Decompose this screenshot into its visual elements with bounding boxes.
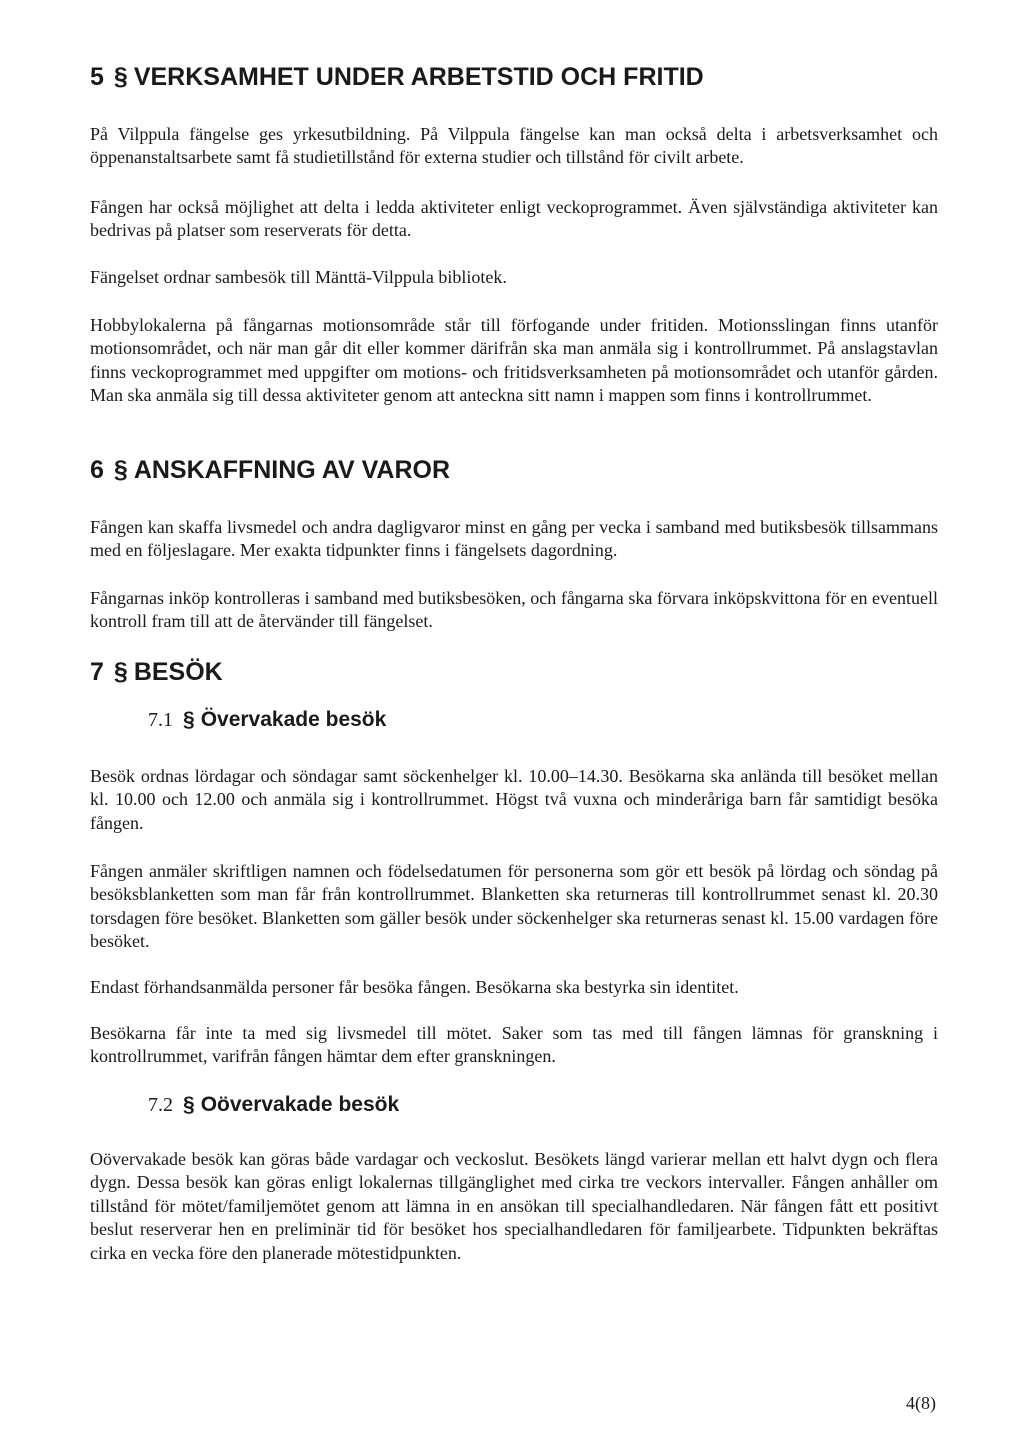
subsection-title: Övervakade besök <box>200 708 387 731</box>
section-number: 6 <box>90 456 104 484</box>
paragraph: Fången kan skaffa livsmedel och andra dagligvaror minst en gång per vecka i samband med butiksbesök tillsammans med en följeslagare. Mer exakta tidpunkter finns i fängelsets dagordning. <box>90 517 938 561</box>
paragraph: Fången har också möjlighet att delta i ledda aktiviteter enligt veckoprogrammet. Även självständiga aktiviteter kan bedrivas på platser som reserverats för detta. <box>90 197 938 241</box>
section-number: 5 <box>90 63 104 91</box>
paragraph: På Vilppula fängelse ges yrkesutbildning. På Vilppula fängelse kan man också delta i arbetsverksamhet och öppenanstaltsarbete samt få studietillstånd för externa studier och tillstånd för civilt arbete. <box>90 124 938 168</box>
section-heading-6 <box>90 455 450 485</box>
section-heading-7 <box>90 657 223 687</box>
paragraph: Besökarna får inte ta med sig livsmedel till mötet. Saker som tas med till fången lämnas för granskning i kontrollrummet, varifrån fången hämtar dem efter granskningen. <box>90 1023 938 1067</box>
section-title: BESÖK <box>133 658 223 686</box>
paragraph: Fångarnas inköp kontrolleras i samband med butiksbesöken, och fångarna ska förvara inköpskvittona för en eventuell kontroll fram till att de återvänder till fängelset. <box>90 588 938 632</box>
subsection-heading-7-1 <box>148 707 386 733</box>
paragraph: Besök ordnas lördagar och söndagar samt söckenhelger kl. 10.00–14.30. Besökarna ska anlända till besöket mellan kl. 10.00 och 12.00 och anmäla sig i kontrollrummet. Högst två vuxna och minderåriga barn får samtidigt besöka fången. <box>90 766 938 833</box>
subsection-number: 7.2 <box>148 1094 173 1116</box>
paragraph: Endast förhandsanmälda personer får besöka fången. Besökarna ska bestyrka sin identitet. <box>90 977 739 997</box>
section-symbol: § <box>183 708 195 731</box>
section-number: 7 <box>90 658 104 686</box>
section-symbol: § <box>113 63 128 91</box>
section-symbol: § <box>113 456 128 484</box>
section-heading-5 <box>90 62 704 92</box>
paragraph: Hobbylokalerna på fångarnas motionsområde står till förfogande under fritiden. Motionsslingan finns utanför motionsområdet, och när man går dit eller kommer därifrån ska man anmäla sig i kontrollrummet. På anslagstavlan finns veckoprogrammet med uppgifter om motions- och fritidsverksamheten på motionsområdet och utanför gården. Man ska anmäla sig till dessa aktiviteter genom att anteckna sitt namn i mappen som finns i kontrollrummet. <box>90 315 938 406</box>
section-title: ANSKAFFNING AV VAROR <box>133 456 451 484</box>
paragraph: Fången anmäler skriftligen namnen och födelsedatumen för personerna som gör ett besök på lördag och söndag på besöksblanketten som man får från kontrollrummet. Blanketten ska returneras till kontrollrummet senast kl. 20.30 torsdagen före besöket. Blanketten som gäller besök under söckenhelger ska returneras senast kl. 15.00 vardagen före besöket. <box>90 861 938 952</box>
subsection-heading-7-2 <box>148 1092 399 1118</box>
paragraph: Fängelset ordnar sambesök till Mänttä-Vilppula bibliotek. <box>90 267 507 287</box>
section-symbol: § <box>183 1093 195 1116</box>
paragraph: Oövervakade besök kan göras både vardagar och veckoslut. Besökets längd varierar mellan ett halvt dygn och flera dygn. Dessa besök kan göras enligt lokalernas tillgänglighet med cirka tre veckors intervaller. Fången anhåller om tillstånd för mötet/familjemötet genom att lämna in en ansökan till specialhandledaren. När fången fått ett positivt beslut reserverar hen en preliminär tid för besöket hos specialhandledaren för familjearbete. Tidpunkten bekräftas cirka en vecka före den planerade mötestidpunkten. <box>90 1149 938 1263</box>
section-symbol: § <box>113 658 128 686</box>
page-number: 4(8) <box>906 1393 936 1413</box>
subsection-title: Oövervakade besök <box>200 1093 400 1116</box>
section-title: VERKSAMHET UNDER ARBETSTID OCH FRITID <box>133 63 704 91</box>
subsection-number: 7.1 <box>148 709 173 731</box>
